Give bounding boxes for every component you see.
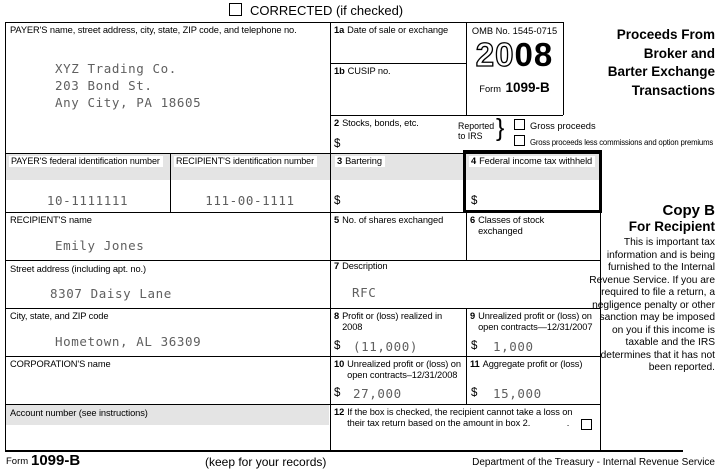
- gross-proceeds-less-commissions-checkbox[interactable]: [514, 135, 525, 146]
- copy-b-text: This is important tax information and is being furnished to the Internal Revenue Service. If you are required to file a return, a negligence penalty or other sanction may be imposed on you if this income is taxable and the IRS determines that it has not been reported.: [589, 237, 715, 373]
- copy-b-block: [589, 203, 715, 375]
- box8-label: 8 Profit or (loss) realized in 2008: [334, 311, 443, 332]
- box11-dollar: $: [471, 387, 478, 399]
- omb-number: OMB No. 1545-0715: [471, 26, 558, 36]
- grid-line: [563, 22, 564, 115]
- recipient-name-value: Emily Jones: [55, 238, 145, 253]
- box3-label: 3 Bartering: [335, 156, 385, 167]
- payer-value: XYZ Trading Co. 203 Bond St. Any City, PA 18605: [55, 61, 202, 110]
- grid-line: [330, 22, 331, 450]
- grid-line: [330, 63, 466, 64]
- grid-line: [330, 115, 563, 116]
- footer-department: Department of the Treasury - Internal Revenue Service: [472, 457, 715, 468]
- form-title: Proceeds From Broker and Barter Exchange Transactions: [607, 27, 715, 98]
- grid-line: [5, 404, 600, 405]
- grid-line: [466, 212, 467, 260]
- box10-label: 10 Unrealized profit or (loss) on open contracts–12/31/2008: [334, 359, 461, 380]
- street-value: 8307 Daisy Lane: [50, 286, 172, 301]
- form-number: Form 1099-B: [479, 80, 550, 95]
- grid-line: [5, 308, 600, 309]
- gross-proceeds-checkbox[interactable]: [514, 119, 525, 130]
- payer-label: PAYER'S name, street address, city, state, ZIP code, and telephone no.: [10, 25, 297, 35]
- box10-value: 27,000: [353, 386, 402, 401]
- brace-glyph: }: [496, 114, 505, 142]
- box9-label: 9 Unrealized profit or (loss) on open contracts—12/31/2007: [470, 311, 593, 332]
- box1a-label: 1a Date of sale or exchange: [334, 25, 449, 35]
- city-label: City, state, and ZIP code: [10, 311, 109, 321]
- box1b-label: 1b CUSIP no.: [334, 66, 391, 76]
- city-value: Hometown, AL 36309: [55, 334, 202, 349]
- box2-label: 2 Stocks, bonds, etc.: [334, 118, 419, 128]
- recipient-id-label: RECIPIENT'S identification number: [174, 156, 317, 167]
- box2-dollar: $: [334, 138, 341, 150]
- account-number-label: Account number (see instructions): [10, 408, 148, 418]
- gross-proceeds-less-commissions-label: Gross proceeds less commissions and option premiums: [530, 138, 714, 147]
- copy-b-title: Copy B: [662, 202, 715, 219]
- box8-dollar: $: [334, 340, 341, 352]
- box10-dollar: $: [334, 387, 341, 399]
- box9-dollar: $: [471, 340, 478, 352]
- recipient-name-label: RECIPIENT'S name: [10, 215, 92, 225]
- footer-form-number: 1099-B: [31, 452, 81, 469]
- footer-form-word: Form: [6, 456, 29, 467]
- street-label: Street address (including apt. no.): [10, 264, 147, 274]
- grid-line: [466, 308, 467, 404]
- box7-label: 7 Description: [334, 261, 388, 271]
- box4-dollar: $: [471, 195, 478, 207]
- box8-value: (11,000): [353, 339, 419, 354]
- omb-box: [466, 23, 563, 115]
- corrected-checkbox[interactable]: [229, 3, 242, 16]
- corrected-label: CORRECTED (if checked): [250, 3, 404, 18]
- payer-id-label: PAYER'S federal identification number: [9, 156, 163, 167]
- copy-b-subtitle: For Recipient: [628, 219, 715, 234]
- grid-line: [5, 356, 600, 357]
- box5-label: 5 No. of shares exchanged: [334, 215, 444, 225]
- grid-line: [5, 22, 6, 450]
- box11-value: 15,000: [493, 386, 542, 401]
- footer-keep-note: (keep for your records): [205, 455, 327, 469]
- box4-label: 4 Federal income tax withheld: [469, 156, 595, 167]
- form-bottom-rule: [5, 450, 683, 452]
- box7-value: RFC: [352, 285, 377, 300]
- corporation-label: CORPORATION'S name: [10, 359, 111, 369]
- box11-label: 11 Aggregate profit or (loss): [470, 359, 583, 369]
- box12-checkbox[interactable]: [581, 419, 592, 430]
- gross-proceeds-label: Gross proceeds: [530, 121, 596, 131]
- reported-to-irs-label: Reported to IRS: [458, 121, 495, 141]
- tax-year: 2008: [475, 36, 554, 73]
- box3-dollar: $: [334, 195, 341, 207]
- box9-value: 1,000: [493, 339, 534, 354]
- box6-label: 6 Classes of stock exchanged: [470, 215, 545, 236]
- box12-label: 12 If the box is checked, the recipient cannot take a loss on their tax return based on the amount in box 2. .: [334, 407, 573, 428]
- recipient-id-value: 111-00-1111: [205, 193, 295, 208]
- payer-id-value: 10-1111111: [46, 193, 129, 208]
